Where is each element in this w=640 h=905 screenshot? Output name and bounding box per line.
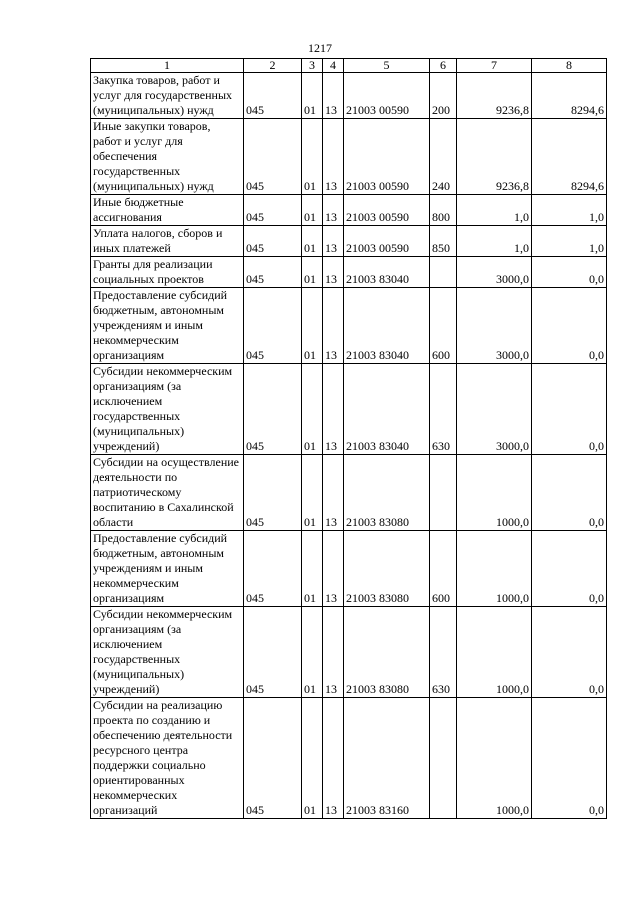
amount-col8: 0,0 — [532, 364, 607, 455]
target-article-code: 21003 00590 — [344, 195, 430, 226]
expense-type-code — [430, 455, 457, 531]
subsection-code: 13 — [323, 288, 344, 364]
ministry-code: 045 — [244, 73, 302, 119]
target-article-code: 21003 83040 — [344, 288, 430, 364]
column-header: 4 — [323, 59, 344, 73]
amount-col8: 0,0 — [532, 257, 607, 288]
section-code: 01 — [302, 531, 323, 607]
target-article-code: 21003 00590 — [344, 119, 430, 195]
amount-col7: 1,0 — [457, 195, 532, 226]
table-row — [91, 288, 607, 364]
column-header: 3 — [302, 59, 323, 73]
amount-col8: 8294,6 — [532, 73, 607, 119]
expense-name: Субсидии на реализацию проекта по созданию и обеспечению деятельности ресурсного центра поддержки социально ориентированных некоммерческих организаций — [91, 698, 244, 819]
section-code: 01 — [302, 364, 323, 455]
table-row — [91, 73, 607, 119]
expense-type-code: 600 — [430, 531, 457, 607]
amount-col8: 0,0 — [532, 607, 607, 698]
target-article-code: 21003 83080 — [344, 531, 430, 607]
expense-type-code: 630 — [430, 364, 457, 455]
table-row — [91, 531, 607, 607]
expense-type-code: 240 — [430, 119, 457, 195]
amount-col8: 0,0 — [532, 288, 607, 364]
subsection-code: 13 — [323, 607, 344, 698]
subsection-code: 13 — [323, 364, 344, 455]
ministry-code: 045 — [244, 531, 302, 607]
amount-col8: 1,0 — [532, 195, 607, 226]
ministry-code: 045 — [244, 698, 302, 819]
table-row — [91, 119, 607, 195]
table-row — [91, 698, 607, 819]
section-code: 01 — [302, 73, 323, 119]
expense-type-code: 850 — [430, 226, 457, 257]
expense-type-code — [430, 257, 457, 288]
target-article-code: 21003 00590 — [344, 73, 430, 119]
subsection-code: 13 — [323, 531, 344, 607]
section-code: 01 — [302, 455, 323, 531]
column-header: 6 — [430, 59, 457, 73]
target-article-code: 21003 83040 — [344, 364, 430, 455]
target-article-code: 21003 83080 — [344, 607, 430, 698]
column-header: 8 — [532, 59, 607, 73]
expense-name: Иные закупки товаров, работ и услуг для обеспечения государственных (муниципальных) нужд — [91, 119, 244, 195]
target-article-code: 21003 83040 — [344, 257, 430, 288]
section-code: 01 — [302, 288, 323, 364]
amount-col7: 1000,0 — [457, 531, 532, 607]
subsection-code: 13 — [323, 455, 344, 531]
expense-name: Предоставление субсидий бюджетным, автономным учреждениям и иным некоммерческим организациям — [91, 531, 244, 607]
expense-type-code: 630 — [430, 607, 457, 698]
amount-col7: 9236,8 — [457, 73, 532, 119]
amount-col8: 0,0 — [532, 531, 607, 607]
expense-name: Закупка товаров, работ и услуг для государственных (муниципальных) нужд — [91, 73, 244, 119]
amount-col7: 3000,0 — [457, 257, 532, 288]
table-row — [91, 455, 607, 531]
ministry-code: 045 — [244, 257, 302, 288]
amount-col7: 1000,0 — [457, 455, 532, 531]
amount-col7: 9236,8 — [457, 119, 532, 195]
expense-name: Субсидии некоммерческим организациям (за исключением государственных (муниципальных) учреждений) — [91, 607, 244, 698]
section-code: 01 — [302, 119, 323, 195]
expense-type-code: 200 — [430, 73, 457, 119]
ministry-code: 045 — [244, 226, 302, 257]
column-header: 7 — [457, 59, 532, 73]
expense-name: Иные бюджетные ассигнования — [91, 195, 244, 226]
table-row — [91, 607, 607, 698]
expense-type-code — [430, 698, 457, 819]
expense-name: Уплата налогов, сборов и иных платежей — [91, 226, 244, 257]
target-article-code: 21003 00590 — [344, 226, 430, 257]
section-code: 01 — [302, 226, 323, 257]
column-header: 2 — [244, 59, 302, 73]
target-article-code: 21003 83160 — [344, 698, 430, 819]
expense-type-code: 800 — [430, 195, 457, 226]
subsection-code: 13 — [323, 226, 344, 257]
ministry-code: 045 — [244, 364, 302, 455]
target-article-code: 21003 83080 — [344, 455, 430, 531]
table-row — [91, 226, 607, 257]
amount-col8: 0,0 — [532, 455, 607, 531]
amount-col7: 3000,0 — [457, 288, 532, 364]
subsection-code: 13 — [323, 195, 344, 226]
column-header: 5 — [344, 59, 430, 73]
header-row — [91, 59, 607, 73]
amount-col8: 0,0 — [532, 698, 607, 819]
ministry-code: 045 — [244, 119, 302, 195]
subsection-code: 13 — [323, 257, 344, 288]
subsection-code: 13 — [323, 73, 344, 119]
budget-table — [90, 58, 607, 819]
amount-col7: 1000,0 — [457, 607, 532, 698]
expense-name: Субсидии некоммерческим организациям (за исключением государственных (муниципальных) учреждений) — [91, 364, 244, 455]
table-row — [91, 195, 607, 226]
column-header: 1 — [91, 59, 244, 73]
subsection-code: 13 — [323, 698, 344, 819]
amount-col7: 1000,0 — [457, 698, 532, 819]
amount-col8: 8294,6 — [532, 119, 607, 195]
ministry-code: 045 — [244, 195, 302, 226]
expense-name: Субсидии на осуществление деятельности по патриотическому воспитанию в Сахалинской области — [91, 455, 244, 531]
subsection-code: 13 — [323, 119, 344, 195]
amount-col8: 1,0 — [532, 226, 607, 257]
page-number: 1217 — [308, 41, 332, 55]
expense-name: Гранты для реализации социальных проектов — [91, 257, 244, 288]
ministry-code: 045 — [244, 607, 302, 698]
table-row — [91, 364, 607, 455]
section-code: 01 — [302, 257, 323, 288]
section-code: 01 — [302, 698, 323, 819]
ministry-code: 045 — [244, 455, 302, 531]
section-code: 01 — [302, 195, 323, 226]
amount-col7: 3000,0 — [457, 364, 532, 455]
ministry-code: 045 — [244, 288, 302, 364]
section-code: 01 — [302, 607, 323, 698]
expense-type-code: 600 — [430, 288, 457, 364]
table-row — [91, 257, 607, 288]
expense-name: Предоставление субсидий бюджетным, автономным учреждениям и иным некоммерческим организациям — [91, 288, 244, 364]
amount-col7: 1,0 — [457, 226, 532, 257]
